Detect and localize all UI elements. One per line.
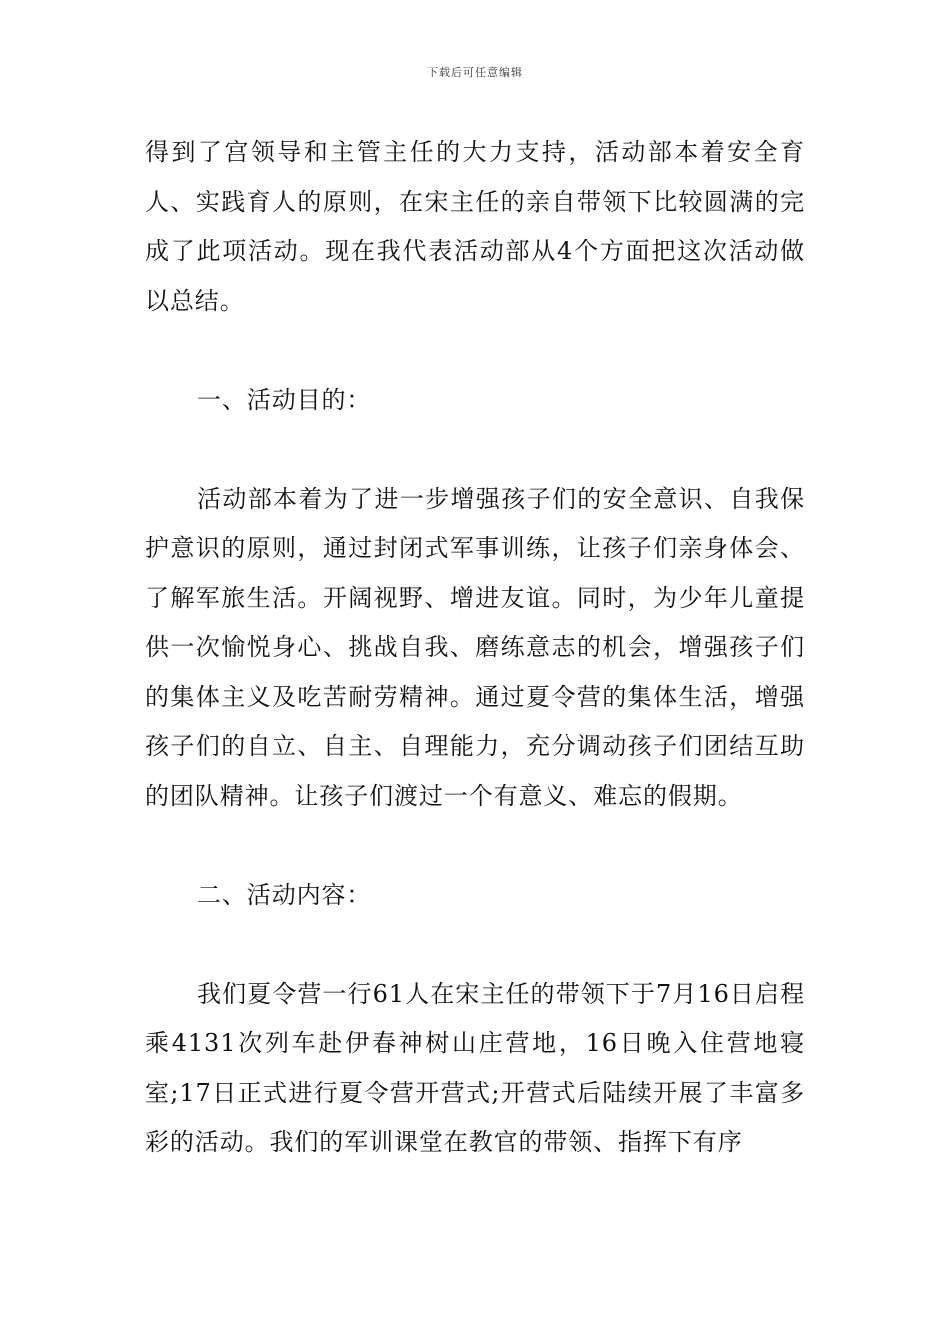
paragraph-spacer [145,425,805,475]
page-header-note: 下载后可任意编辑 [427,66,523,79]
content-paragraph: 我们夏令营一行61人在宋主任的带领下于7月16日启程乘4131次列车赴伊春神树山庄营地，16日晚入住营地寝室;17日正式进行夏令营开营式;开营式后陆续开展了丰富多彩的活动。我们的军训课堂在教官的带领、指挥下有序 [145,979,805,1156]
intro-paragraph: 得到了宫领导和主管主任的大力支持，活动部本着安全育人、实践育人的原则，在宋主任的亲自带领下比较圆满的完成了此项活动。现在我代表活动部从4个方面把这次活动做以总结。 [145,138,805,315]
section-heading-purpose: 一、活动目的： [197,385,372,414]
document-body [145,128,805,1168]
section-heading-content: 二、活动内容： [197,880,372,909]
paragraph-spacer [145,821,805,871]
purpose-paragraph: 活动部本着为了进一步增强孩子们的安全意识、自我保护意识的原则，通过封闭式军事训练，让孩子们亲身体会、了解军旅生活。开阔视野、增进友谊。同时，为少年儿童提供一次愉悦身心、挑战自我、磨练意志的机会，增强孩子们的集体主义及吃苦耐劳精神。通过夏令营的集体生活，增强孩子们的自立、自主、自理能力，充分调动孩子们团结互助的团队精神。让孩子们渡过一个有意义、难忘的假期。 [145,484,805,810]
paragraph-spacer [145,326,805,376]
paragraph-spacer [145,920,805,970]
